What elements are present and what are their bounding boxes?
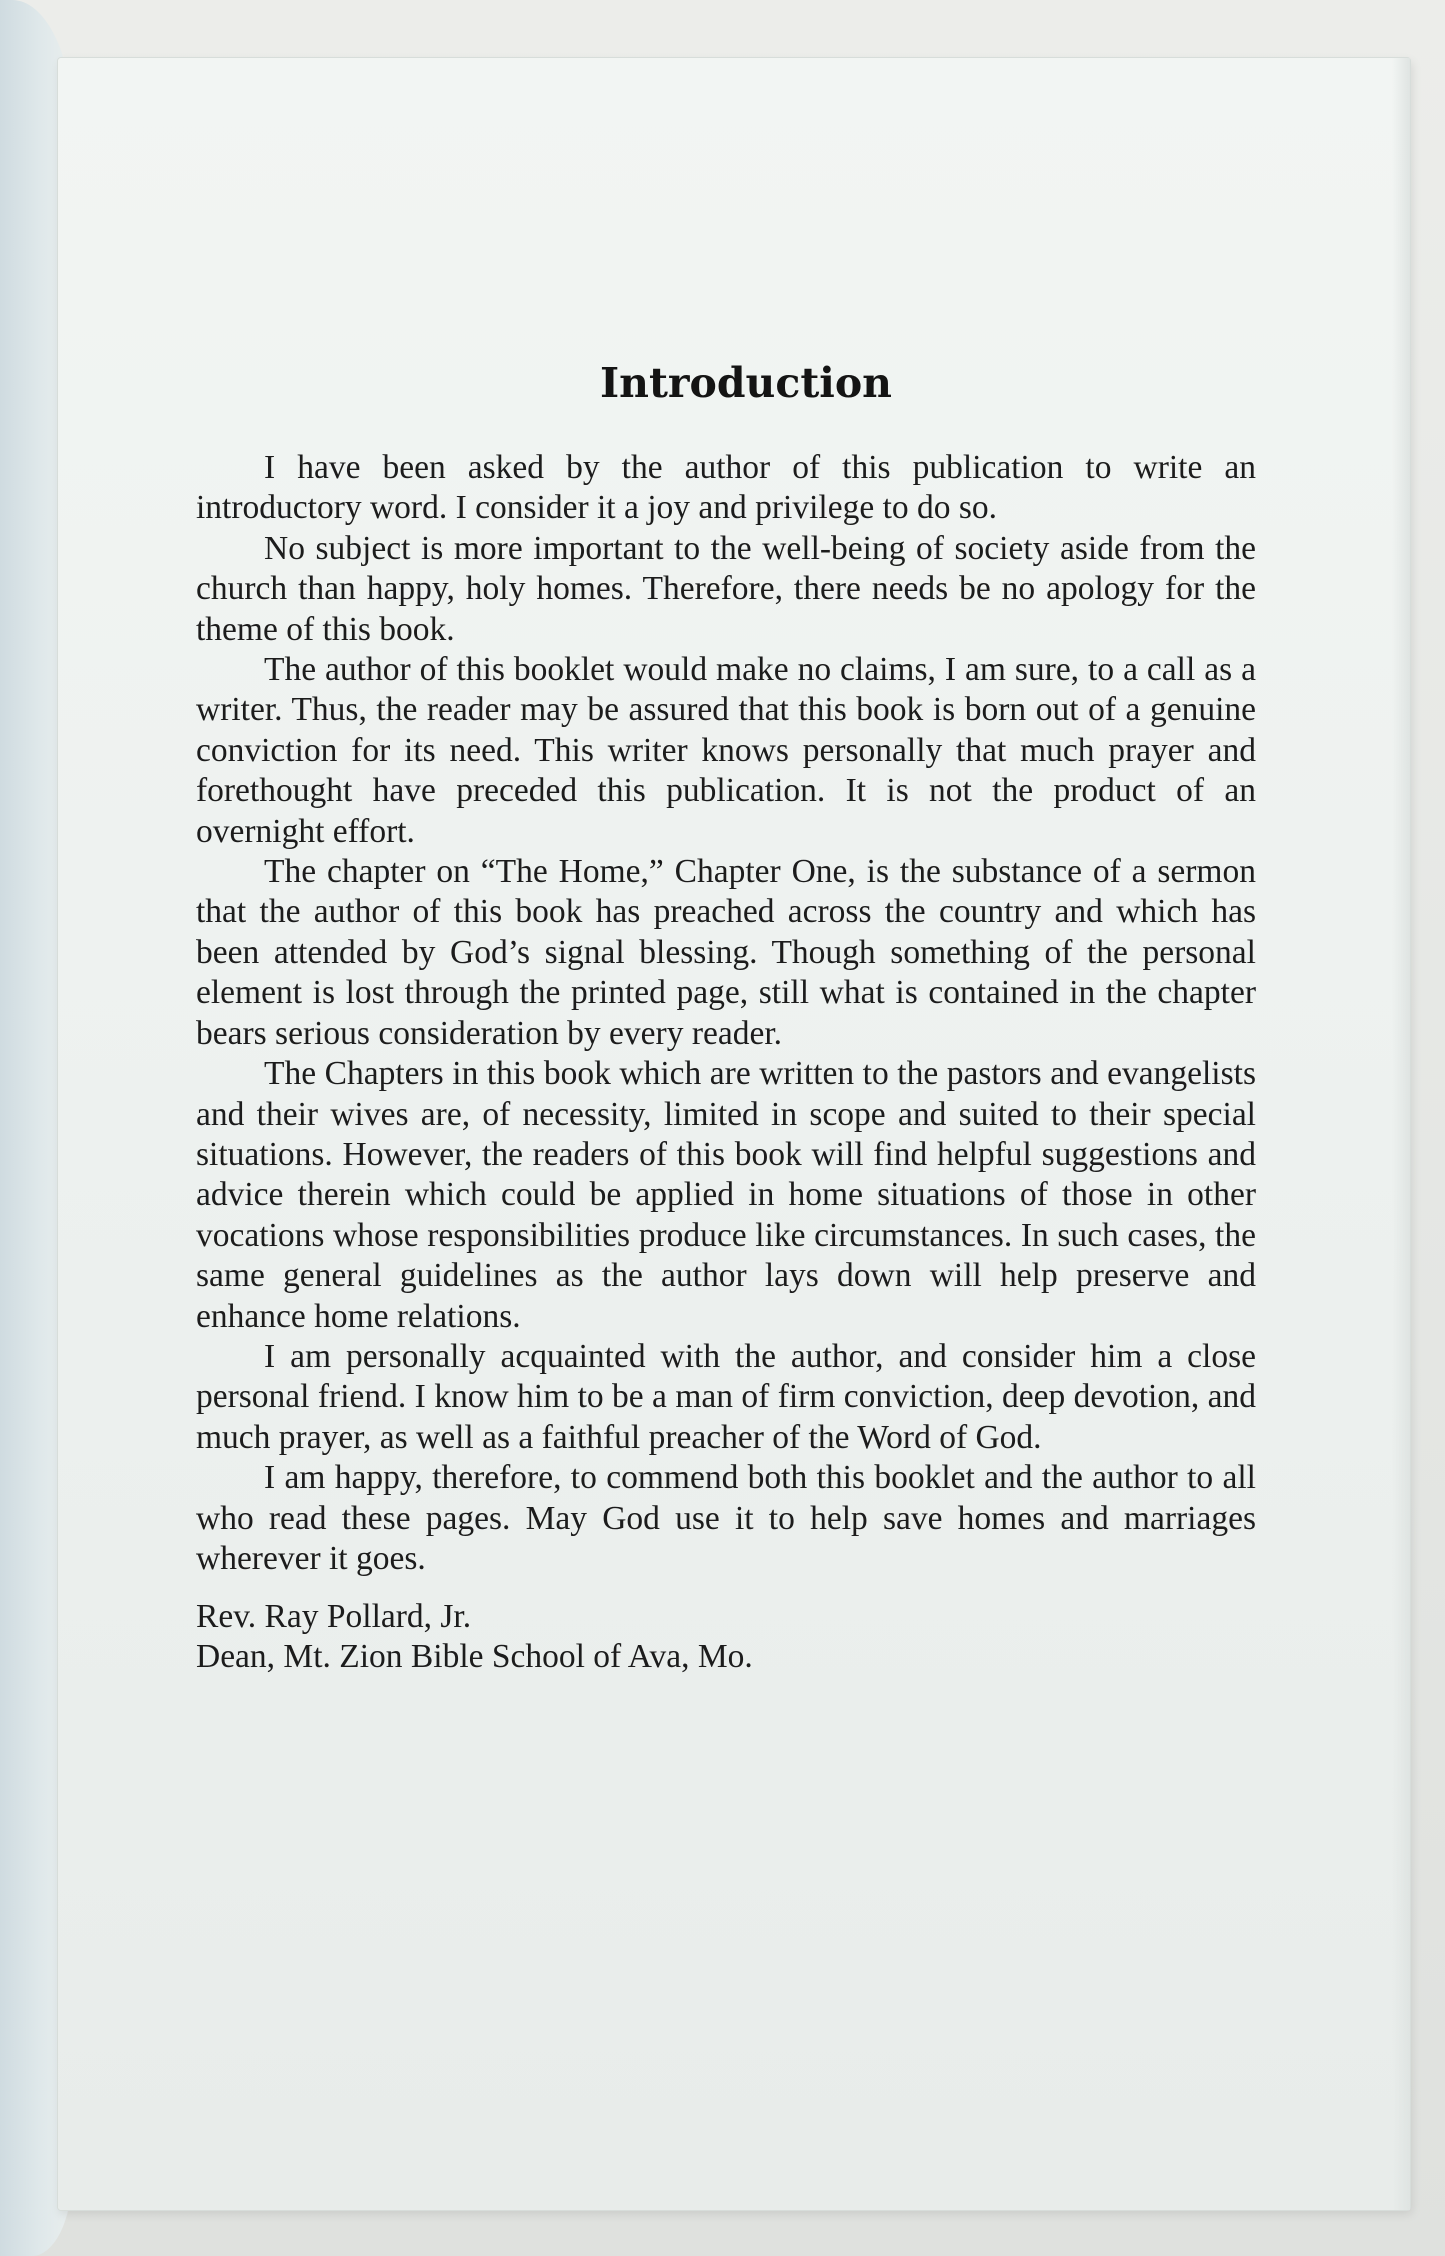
page-content [196, 358, 1256, 1677]
signature-name: Rev. Ray Pollard, Jr. [196, 1598, 472, 1636]
page-title: Introduction [600, 359, 892, 407]
paragraph-4: The chapter on “The Home,” Chapter One, is the substance of a sermon that the author of this book has preached across the country and which has been attended by God’s signal blessing. Though something of the personal element is lost through the printed page, still what is contained in the chapter bears serious consideration by every reader. [196, 853, 1256, 1052]
paragraph-2: No subject is more important to the well-being of society aside from the church than happy, holy homes. Therefore, there needs be no apology for the theme of this book. [196, 529, 1256, 648]
paragraph-1: I have been asked by the author of this publication to write an introductory word. I consider it a joy and privilege to do so. [196, 449, 1256, 527]
paragraph-5: The Chapters in this book which are written to the pastors and evangelists and their wives are, of necessity, limited in scope and suited to their special situations. However, the readers of this book will find helpful suggestions and advice therein which could be applied in home situations of those in other vocations whose responsibilities produce like circumstances. In such cases, the same general guidelines as the author lays down will help preserve and enhance home relations. [196, 1055, 1256, 1335]
signature-block [196, 1597, 1256, 1677]
paragraph-3: The author of this booklet would make no claims, I am sure, to a call as a writer. Thus, the reader may be assured that this book is born out of a genuine conviction for its need. This writer knows personally that much prayer and forethought have preceded this publication. It is not the product of an overnight effort. [196, 651, 1256, 850]
page-edge-shadow [1392, 58, 1410, 2210]
paragraph-6: I am personally acquainted with the author, and consider him a close personal friend. I know him to be a man of firm conviction, deep devotion, and much prayer, as well as a faithful preacher of the Word of God. [196, 1337, 1256, 1456]
book-page [58, 58, 1410, 2210]
paragraph-7: I am happy, therefore, to commend both this booklet and the author to all who read these pages. May God use it to help save homes and marriages wherever it goes. [196, 1459, 1256, 1577]
signature-position: Dean, Mt. Zion Bible School of Ava, Mo. [196, 1638, 753, 1676]
